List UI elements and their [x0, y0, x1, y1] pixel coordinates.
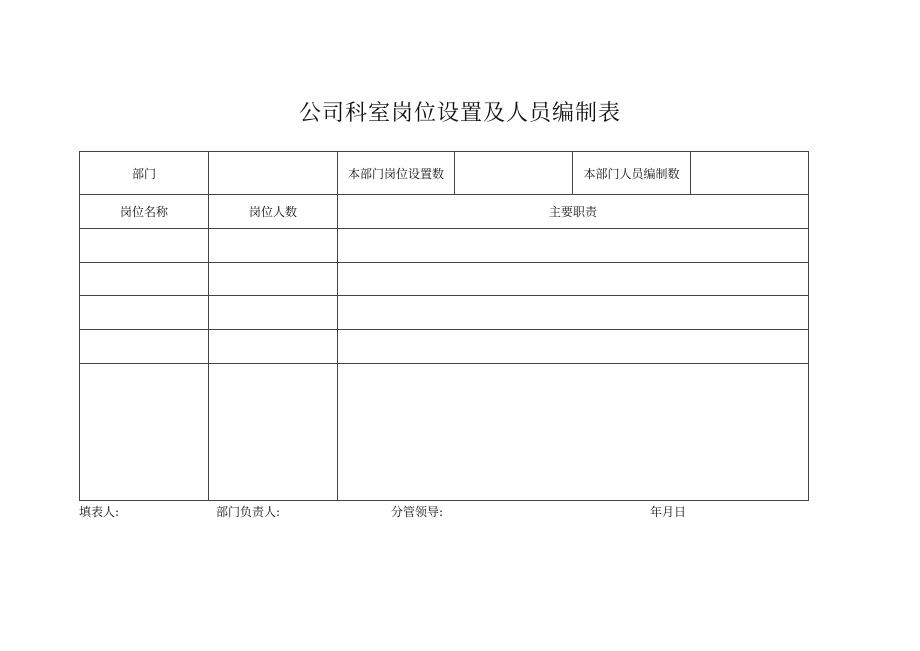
dept-head-label: 部门负责人: — [216, 505, 281, 519]
post-people-header: 岗位人数 — [209, 195, 338, 229]
header-row — [80, 195, 809, 229]
table-row — [80, 296, 809, 330]
table-row — [80, 330, 809, 364]
post-people-cell[interactable] — [209, 330, 338, 364]
table-row — [80, 364, 809, 501]
post-name-cell[interactable] — [80, 263, 209, 296]
post-name-cell[interactable] — [80, 364, 209, 501]
duties-cell[interactable] — [338, 263, 809, 296]
post-people-cell[interactable] — [209, 263, 338, 296]
date-label: 年月日 — [650, 505, 687, 519]
duties-cell[interactable] — [338, 296, 809, 330]
duties-cell[interactable] — [338, 364, 809, 501]
post-people-cell[interactable] — [209, 296, 338, 330]
department-row — [80, 152, 809, 195]
filler-label: 填表人: — [79, 505, 120, 519]
post-count-label: 本部门岗位设置数 — [338, 152, 455, 195]
duties-cell[interactable] — [338, 330, 809, 364]
post-name-header: 岗位名称 — [80, 195, 209, 229]
staff-count-value-cell[interactable] — [691, 152, 809, 195]
dept-label: 部门 — [80, 152, 209, 195]
post-name-cell[interactable] — [80, 229, 209, 263]
table-row — [80, 229, 809, 263]
duties-header: 主要职责 — [338, 195, 809, 229]
staffing-table — [79, 151, 809, 501]
staff-count-label: 本部门人员编制数 — [573, 152, 691, 195]
dept-value-cell[interactable] — [209, 152, 338, 195]
post-count-value-cell[interactable] — [455, 152, 573, 195]
leader-label: 分管领导: — [391, 505, 444, 519]
signature-footer — [0, 503, 920, 519]
duties-cell[interactable] — [338, 229, 809, 263]
post-name-cell[interactable] — [80, 330, 209, 364]
post-people-cell[interactable] — [209, 364, 338, 501]
post-name-cell[interactable] — [80, 296, 209, 330]
post-people-cell[interactable] — [209, 229, 338, 263]
table-row — [80, 263, 809, 296]
page-title: 公司科室岗位设置及人员编制表 — [298, 101, 621, 126]
